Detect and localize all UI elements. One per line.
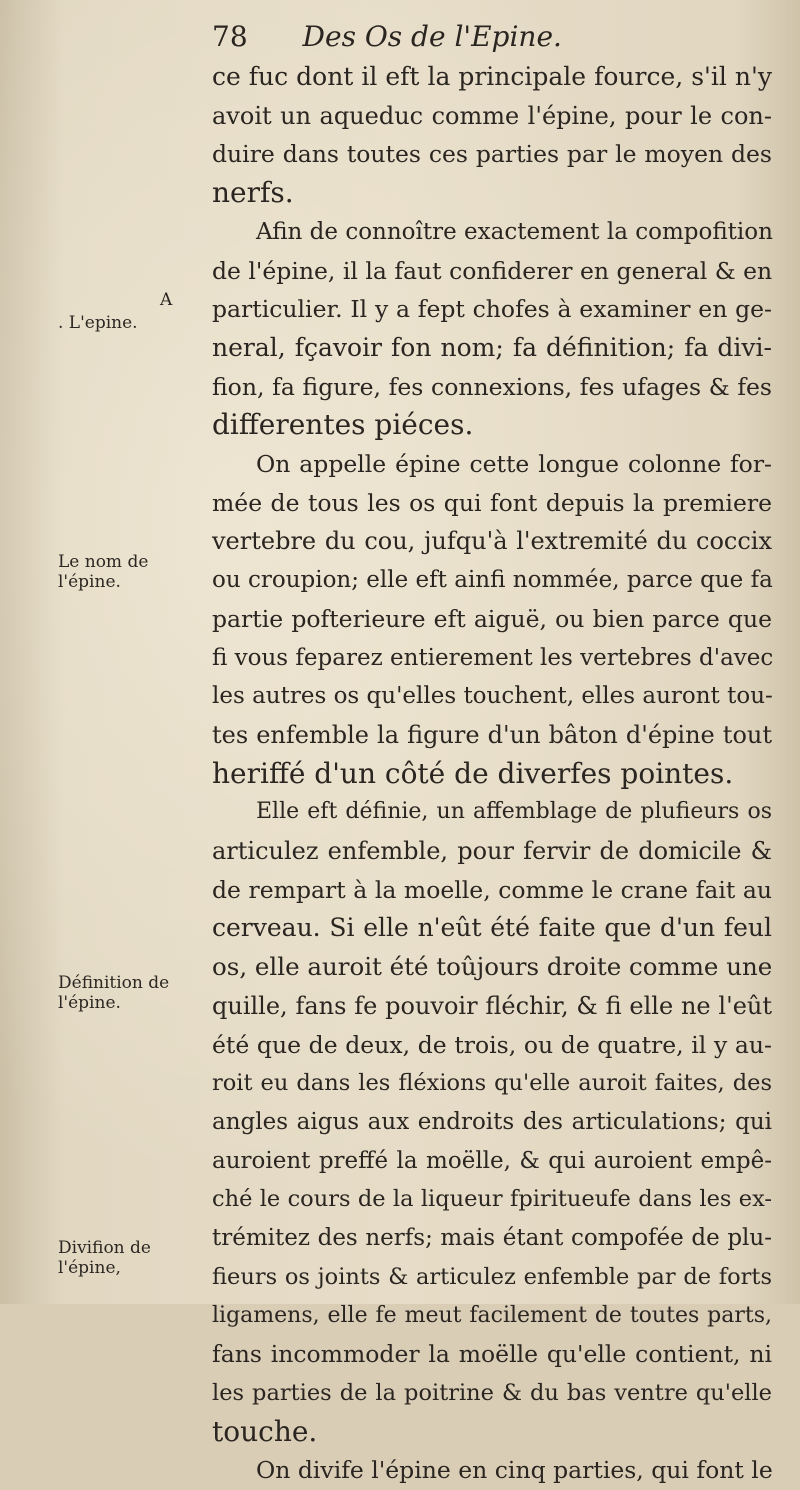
margin-note-division: Divifion de l'épine, xyxy=(58,1238,151,1278)
text-line: nerfs. xyxy=(212,176,294,210)
text-line: On divife l'épine en cinq parties, qui font le xyxy=(256,1456,773,1485)
text-line: particulier. Il y a fept chofes à examiner en ge- xyxy=(212,295,772,324)
text-line: cerveau. Si elle n'eût été faite que d'un feul xyxy=(212,913,772,943)
paragraph-name xyxy=(212,445,772,793)
text-line: Elle eft définie, un affemblage de plufieurs os xyxy=(256,799,772,825)
text-line: fion, fa figure, fes connexions, fes ufages & fes xyxy=(212,372,772,401)
text-line: fi vous feparez entierement les vertebres d'avec xyxy=(212,644,774,671)
text-line: avoit un aqueduc comme l'épine, pour le con- xyxy=(212,101,772,130)
text-line: tes enfemble la figure d'un bâton d'épine tout xyxy=(212,720,772,749)
margin-marker-a: A xyxy=(160,290,173,310)
text-line: neral, fçavoir fon nom; fa définition; fa divi- xyxy=(212,332,772,362)
margin-note-epine: . L'epine. xyxy=(58,313,138,333)
text-line: ce fuc dont il eft la principale fource, s'il n'y xyxy=(212,62,772,91)
text-line: differentes piéces. xyxy=(212,408,474,442)
paragraph-composition xyxy=(212,213,772,445)
text-line: les autres os qu'elles touchent, elles auront tou- xyxy=(212,683,773,710)
text-line: les parties de la poitrine & du bas ventre qu'elle xyxy=(212,1379,772,1406)
text-line: duire dans toutes ces parties par le moyen des xyxy=(212,140,772,169)
text-line: os, elle auroit été toûjours droite comme une xyxy=(212,952,773,982)
text-line: vertebre du cou, jufqu'à l'extremité du coccix xyxy=(212,527,772,556)
text-line: roit eu dans les fléxions qu'elle auroit faites, des xyxy=(212,1070,772,1097)
text-line: On appelle épine cette longue colonne for- xyxy=(256,450,772,479)
text-line: Afin de connoître exactement la compofition xyxy=(256,218,773,245)
text-line: touche. xyxy=(212,1414,318,1448)
text-line: articulez enfemble, pour fervir de domicile & xyxy=(212,837,772,866)
text-line: ché le cours de la liqueur fpiritueufe dans les ex- xyxy=(212,1186,772,1213)
text-line: partie pofterieure eft aiguë, ou bien parce que xyxy=(212,604,772,633)
text-line: quille, fans fe pouvoir fléchir, & fi elle ne l'eût xyxy=(212,991,772,1020)
text-line: fans incommoder la moëlle qu'elle contient, ni xyxy=(212,1340,772,1369)
margin-note-nom: Le nom de l'épine. xyxy=(58,552,149,592)
text-line: auroient preffé la moëlle, & qui auroient empê- xyxy=(212,1147,772,1174)
text-line: été que de deux, de trois, ou de quatre, il y au- xyxy=(212,1030,772,1059)
paragraph-definition xyxy=(212,793,772,1451)
text-line: ligamens, elle fe meut facilement de toutes parts, xyxy=(212,1302,772,1328)
margin-note-definition: Définition de l'épine. xyxy=(58,973,170,1013)
text-line: ou croupion; elle eft ainfi nommée, parce que fa xyxy=(212,567,773,594)
text-line: de l'épine, il la faut confiderer en general & en xyxy=(212,256,773,285)
running-header xyxy=(212,20,772,53)
text-line: fieurs os joints & articulez enfemble par de forts xyxy=(212,1263,772,1290)
text-line: heriffé d'un côté de diverfes pointes. xyxy=(212,756,734,790)
text-line: trémitez des nerfs; mais étant compofée de plu- xyxy=(212,1225,772,1252)
running-title: Des Os de l'Epine. xyxy=(302,20,562,53)
text-line: de rempart à la moelle, comme le crane fait au xyxy=(212,875,772,904)
text-line: mée de tous les os qui font depuis la premiere xyxy=(212,488,772,517)
page-number: 78 xyxy=(212,20,248,53)
paragraph-intro xyxy=(212,58,772,213)
margin-notes xyxy=(0,0,210,1304)
paragraph-division xyxy=(212,1451,772,1490)
text-line: angles aigus aux endroits des articulations; qui xyxy=(212,1108,772,1135)
body-text xyxy=(212,58,772,1490)
